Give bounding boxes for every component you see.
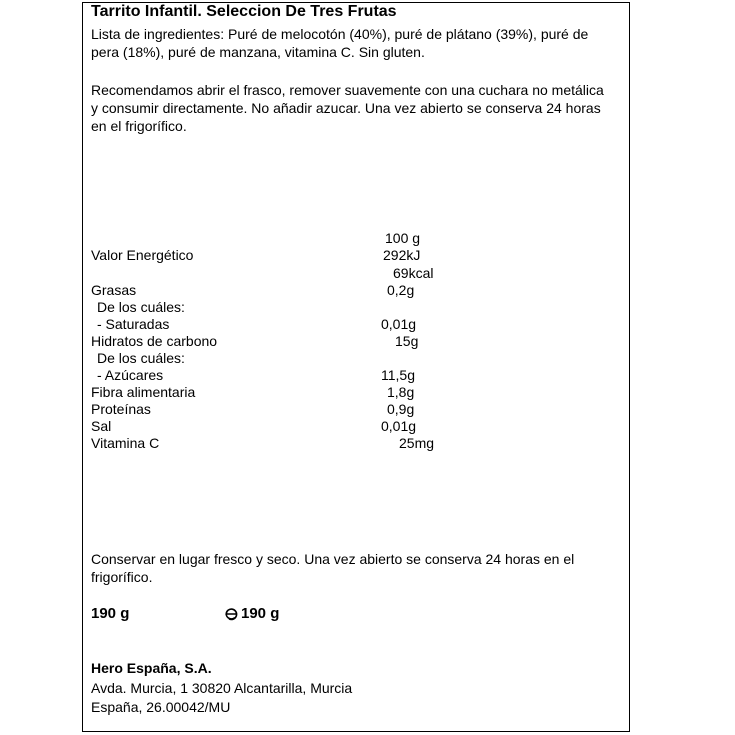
ingredients-line: Lista de ingredientes: Puré de melocotón (40%), puré de plátano (39%), puré de: [91, 26, 589, 42]
product-label: [82, 2, 630, 732]
nutrition-value: 1,8g: [387, 384, 415, 400]
estimated-sign-icon: [223, 606, 239, 622]
nutrition-value: 11,5g: [381, 367, 415, 383]
nutrition-label: - Azúcares: [97, 367, 164, 383]
manufacturer-name: Hero España, S.A.: [91, 660, 212, 676]
net-weight-left: 190 g: [91, 605, 130, 622]
nutrition-label: - Saturadas: [97, 316, 170, 332]
nutrition-label: Valor Energético: [91, 247, 194, 263]
nutrition-value: 69kcal: [393, 265, 434, 281]
instructions-line: en el frigorífico.: [91, 118, 187, 134]
storage-line: frigorífico.: [91, 569, 153, 585]
nutrition-label: Sal: [91, 418, 112, 434]
nutrition-label: Proteínas: [91, 401, 151, 417]
nutrition-value: 15g: [395, 333, 419, 349]
nutrition-label: Fibra alimentaria: [91, 384, 196, 400]
storage-line: Conservar en lugar fresco y seco. Una vez abierto se conserva 24 horas en el: [91, 551, 575, 567]
nutrition-label: Hidratos de carbono: [91, 333, 218, 349]
instructions-line: y consumir directamente. No añadir azucar. Una vez abierto se conserva 24 horas: [91, 100, 601, 116]
instructions-line: Recomendamos abrir el frasco, remover suavemente con una cuchara no metálica: [91, 82, 604, 98]
nutrition-label: Vitamina C: [91, 435, 160, 451]
nutrition-label: Grasas: [91, 282, 137, 298]
nutrition-value: 0,9g: [387, 401, 415, 417]
nutrition-value: 0,2g: [387, 282, 415, 298]
manufacturer-address: Avda. Murcia, 1 30820 Alcantarilla, Murcia: [91, 680, 353, 696]
nutrition-label: De los cuáles:: [97, 299, 185, 315]
net-weight-right: 190 g: [241, 605, 280, 622]
nutrition-label: De los cuáles:: [97, 350, 185, 366]
nutrition-value: 292kJ: [383, 247, 421, 263]
nutrition-value: 0,01g: [381, 316, 417, 332]
ingredients-line: pera (18%), puré de manzana, vitamina C. Sin gluten.: [91, 44, 425, 60]
product-title: Tarrito Infantil. Seleccion De Tres Frutas: [91, 3, 397, 20]
nutrition-header: 100 g: [385, 230, 421, 246]
nutrition-value: 25mg: [399, 435, 435, 451]
nutrition-value: 0,01g: [381, 418, 417, 434]
manufacturer-address: España, 26.00042/MU: [91, 699, 231, 715]
